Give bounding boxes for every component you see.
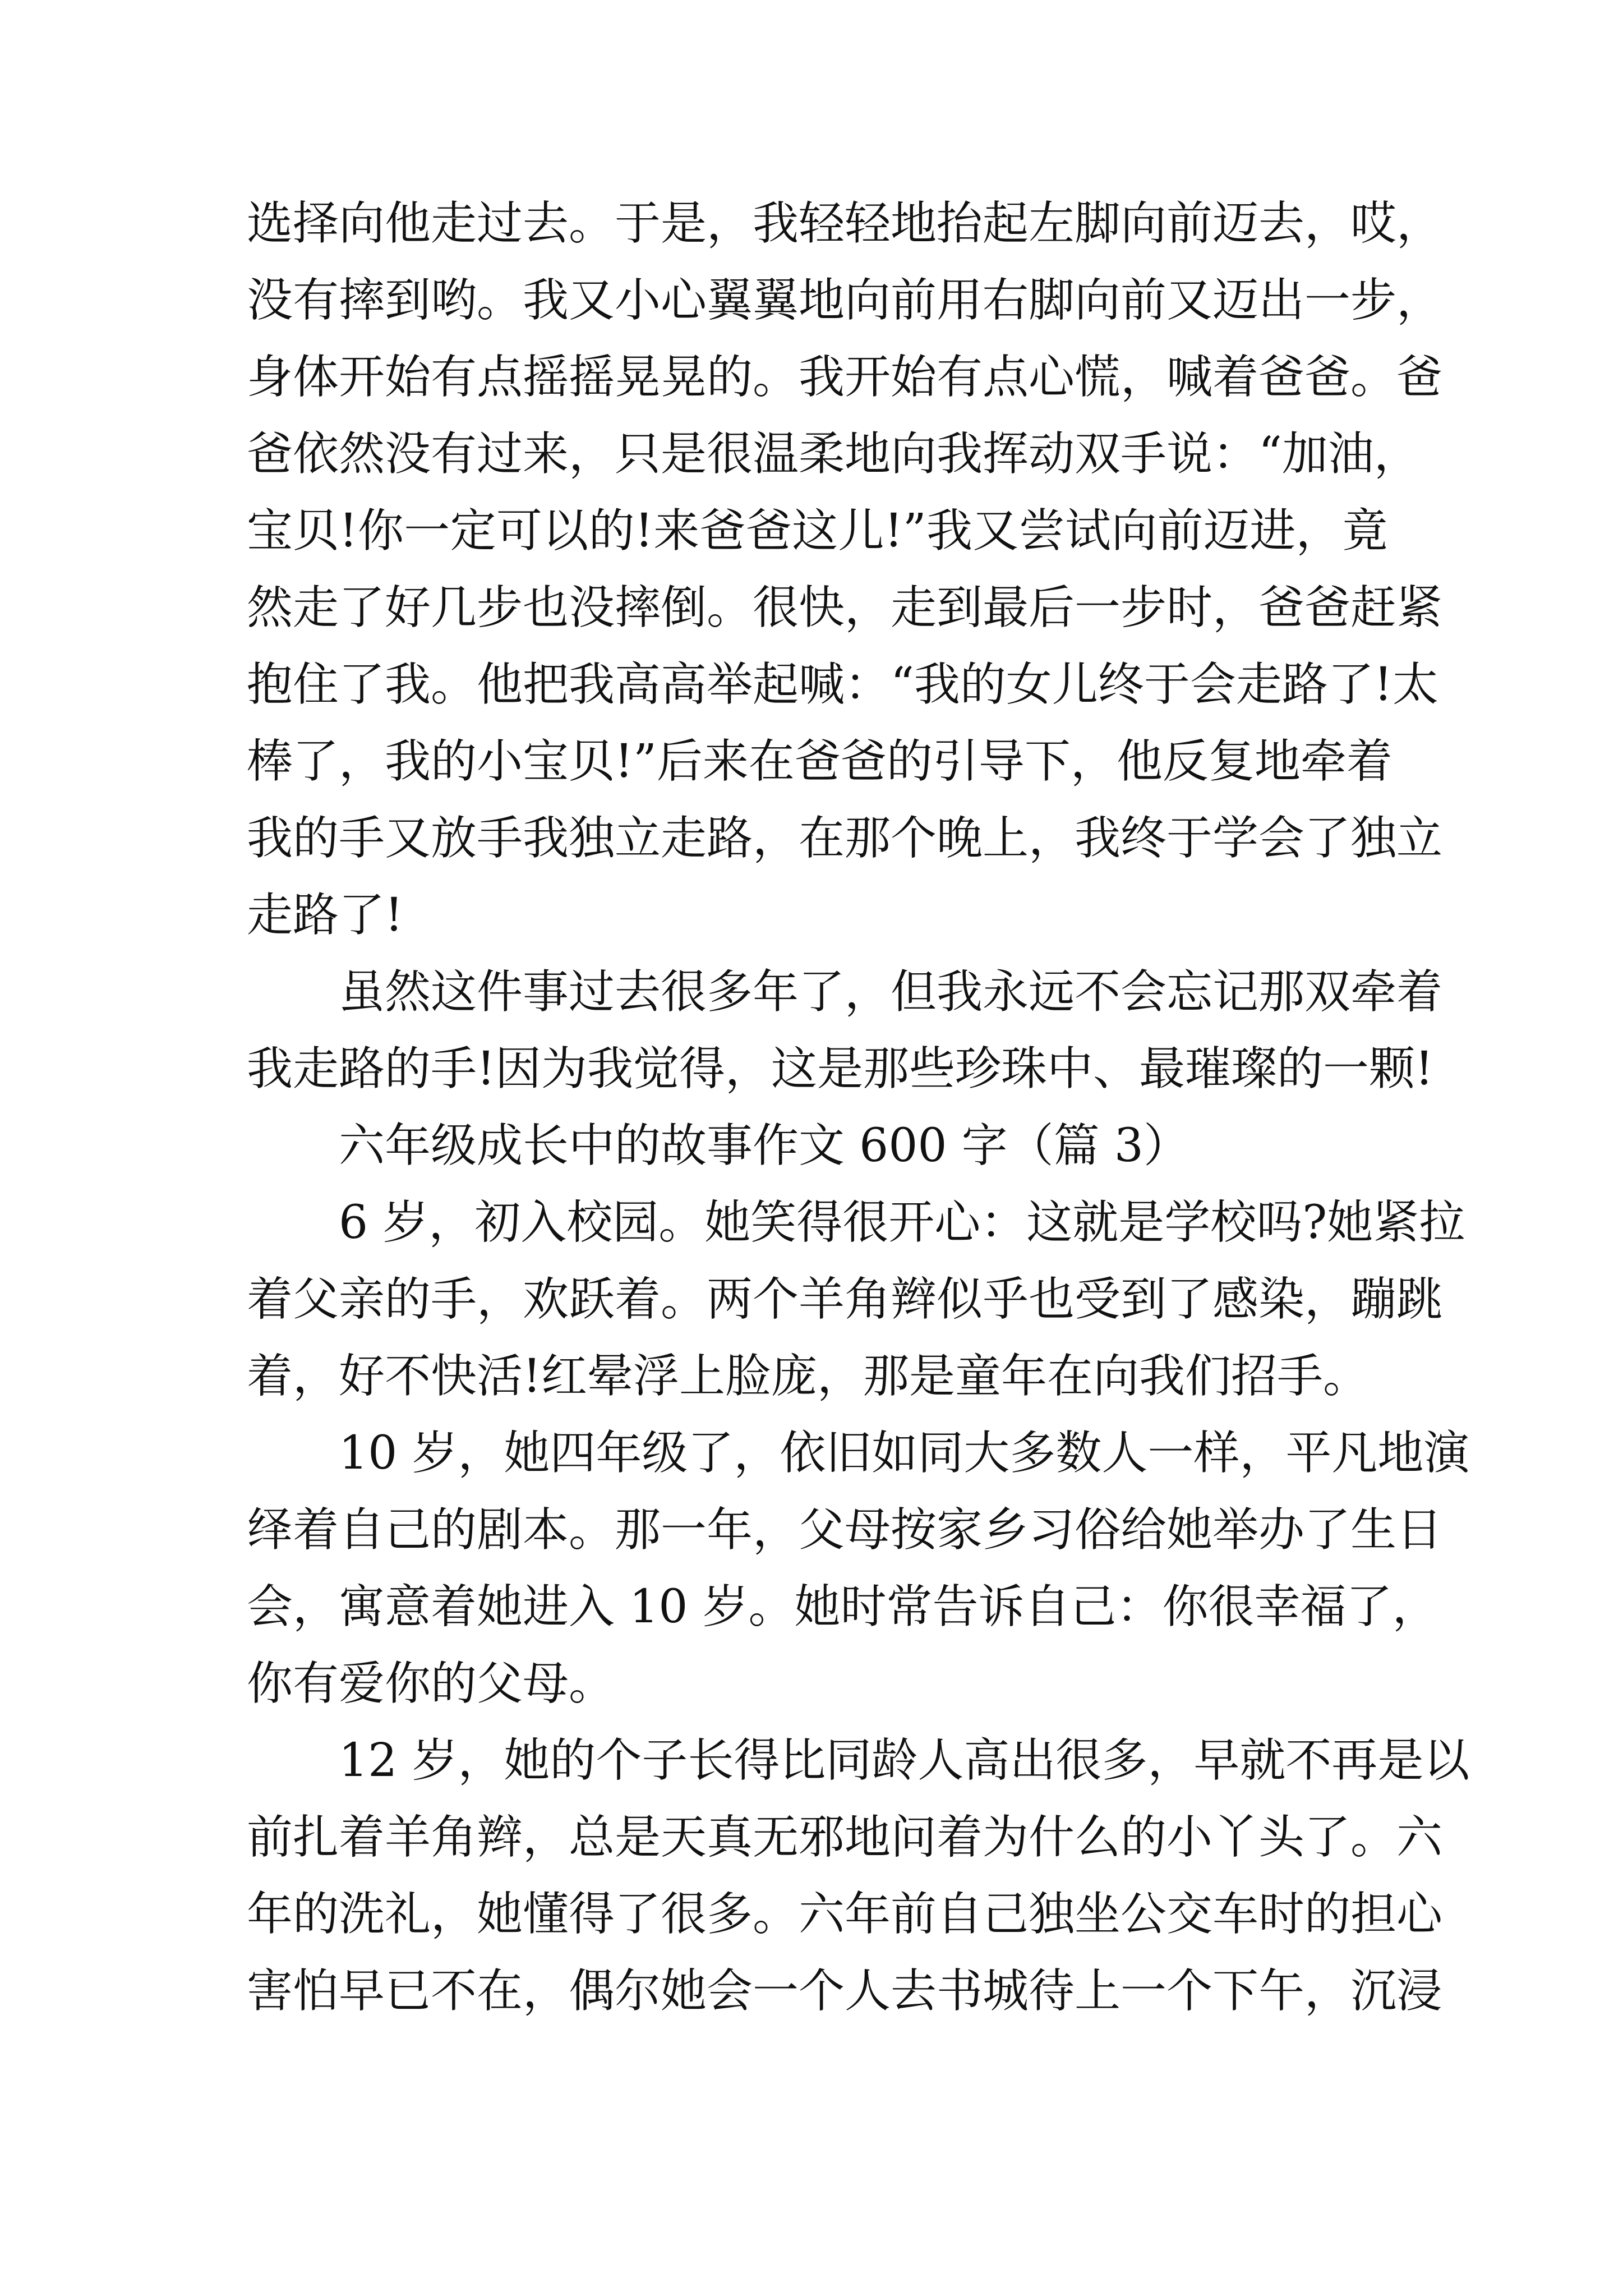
text-line: 我走路的手!因为我觉得，这是那些珍珠中、最璀璨的一颗! xyxy=(247,1042,1433,1096)
text-line: 10 岁，她四年级了，依旧如同大多数人一样，平凡地演 xyxy=(339,1427,1470,1480)
text-line: 棒了，我的小宝贝!”后来在爸爸的引导下，他反复地牵着 xyxy=(247,735,1393,788)
body-text xyxy=(247,185,1470,2030)
text-line: 选择向他走过去。于是，我轻轻地抬起左脚向前迈去，哎， xyxy=(247,197,1443,250)
text-line: 绎着自己的剧本。那一年，父母按家乡习俗给她举办了生日 xyxy=(247,1503,1443,1557)
text-line: 6 岁，初入校园。她笑得很开心：这就是学校吗?她紧拉 xyxy=(339,1196,1465,1249)
text-line: 虽然这件事过去很多年了，但我永远不会忘记那双牵着 xyxy=(339,965,1443,1019)
text-line: 你有爱你的父母。 xyxy=(247,1657,615,1710)
text-line: 我的手又放手我独立走路，在那个晚上，我终于学会了独立 xyxy=(247,812,1443,865)
text-line: 身体开始有点摇摇晃晃的。我开始有点心慌，喊着爸爸。爸 xyxy=(247,351,1443,404)
text-line: 害怕早已不在，偶尔她会一个人去书城待上一个下午，沉浸 xyxy=(247,1964,1443,2018)
text-line: 抱住了我。他把我高高举起喊：“我的女儿终于会走路了!太 xyxy=(247,658,1438,711)
text-line: 然走了好几步也没摔倒。很快，走到最后一步时，爸爸赶紧 xyxy=(247,581,1443,634)
text-line: 爸依然没有过来，只是很温柔地向我挥动双手说：“加油， xyxy=(247,427,1420,481)
text-line: 着父亲的手，欢跃着。两个羊角辫似乎也受到了感染，蹦跳 xyxy=(247,1273,1443,1326)
text-line: 宝贝!你一定可以的!来爸爸这儿!”我又尝试向前迈进，竟 xyxy=(247,504,1388,558)
text-line: 六年级成长中的故事作文 600 字（篇 3） xyxy=(339,1119,1189,1172)
text-line: 会，寓意着她进入 10 岁。她时常告诉自己：你很幸福了， xyxy=(247,1580,1438,1634)
text-line: 12 岁，她的个子长得比同龄人高出很多，早就不再是以 xyxy=(339,1734,1470,1787)
text-line: 走路了! xyxy=(247,889,403,942)
text-line: 年的洗礼，她懂得了很多。六年前自己独坐公交车时的担心 xyxy=(247,1888,1443,1941)
text-line: 前扎着羊角辫，总是天真无邪地问着为什么的小丫头了。六 xyxy=(247,1811,1443,1864)
text-line: 没有摔到哟。我又小心翼翼地向前用右脚向前又迈出一步， xyxy=(247,274,1443,327)
text-line: 着，好不快活!红晕浮上脸庞，那是童年在向我们招手。 xyxy=(247,1350,1369,1403)
